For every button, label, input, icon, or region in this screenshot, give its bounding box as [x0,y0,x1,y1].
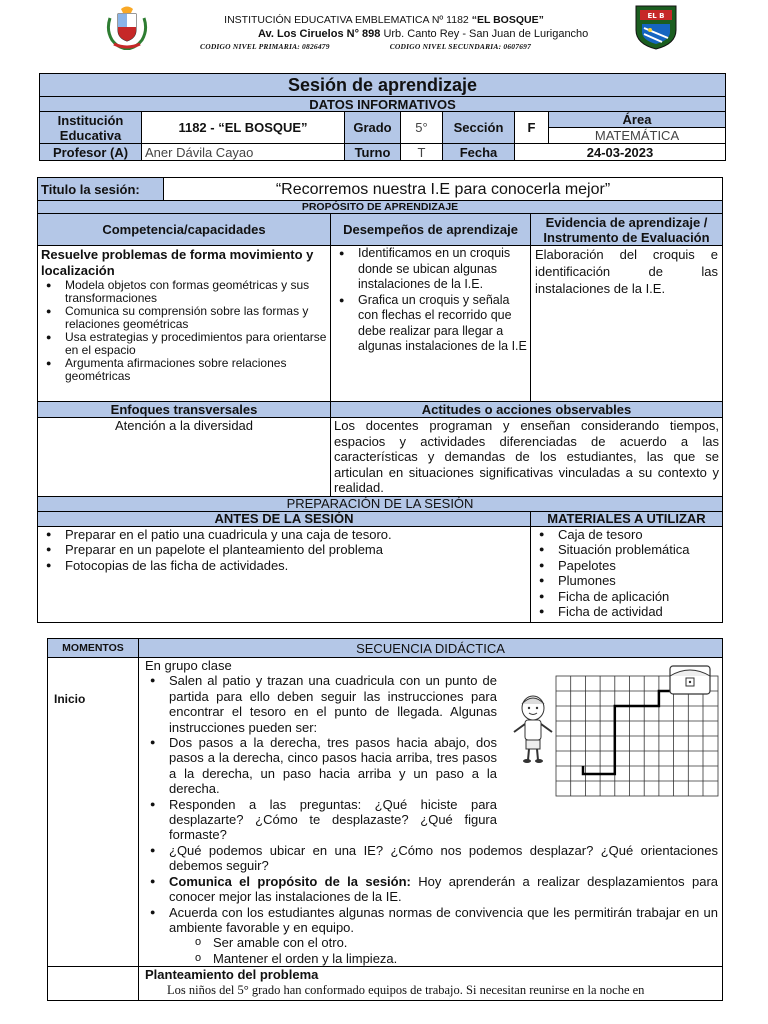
institucion-label: Institución Educativa [40,112,142,144]
empty-moment-cell [48,967,139,1001]
list-item: ● ¿Qué podemos ubicar en una IE? ¿Cómo nos podemos desplazar? ¿Qué orientaciones debemos seguir? [145,843,718,874]
profesor-value: Aner Dávila Cayao [142,144,345,161]
area-label: Área [549,112,726,128]
desempenos-cell [331,246,531,402]
child-illustration [508,694,558,764]
list-item: ● Situación problemática [534,542,719,558]
list-item: ● Comunica su comprensión sobre las formas y relaciones geométricas [41,305,327,331]
materiales-cell [531,526,723,622]
turno-label: Turno [345,144,401,161]
capacidades-list [41,279,327,383]
materiales-list [534,527,719,620]
desempenos-list [334,246,527,355]
inicio-label: Inicio [48,658,139,967]
list-item: o Ser amable con el otro. [145,935,718,950]
turno-value: T [401,144,443,161]
list-item: ● Usa estrategias y procedimientos para orientarse en el espacio [41,331,327,357]
planteamiento-text: Los niños del 5° grado han conformado equipos de trabajo. Si necesitan reunirse en la noche en [167,983,645,998]
school-address: Av. Los Ciruelos N° 898 Urb. Canto Rey - San Juan de Lurigancho [258,28,589,40]
antes-list [41,527,527,574]
list-item: ● Comunica el propósito de la sesión: Hoy aprenderán a realizar desplazamientos para conocer mejor las instalaciones de la IE. [145,874,718,905]
desempenos-header: Desempeños de aprendizaje [331,214,531,246]
datos-informativos-table [39,73,726,161]
planteamiento-title: Planteamiento del problema [145,967,319,983]
list-item: ● Preparar en un papelote el planteamiento del problema [41,542,527,558]
momentos-header: MOMENTOS [48,639,139,658]
proposito-header: PROPÓSITO DE APRENDIZAJE [38,201,723,214]
peru-coat-of-arms-logo [104,4,150,50]
list-item: ● Grafica un croquis y señala con flechas el recorrido que debe realizar para llegar a algunas instalaciones de la I.E [334,293,527,355]
list-item: ● Identificamos en un croquis donde se ubican algunas instalaciones de la I.E. [334,246,527,293]
profesor-label: Profesor (A) [40,144,142,161]
list-item: ● Salen al patio y trazan una cuadricula con un punto de partida para ello deben seguir las instrucciones para encontrar el tesoro en el punto de llegada. Algunas instrucciones pueden ser: [145,673,497,735]
list-item: ● Caja de tesoro [534,527,719,543]
list-item: ● Ficha de actividad [534,604,719,620]
intro-text: En grupo clase [145,658,232,673]
list-item: o Mantener el orden y la limpieza. [145,951,718,966]
list-item: ● Preparar en el patio una cuadricula y una caja de tesoro. [41,527,527,543]
fecha-value: 24-03-2023 [515,144,726,161]
actitudes-header: Actitudes o acciones observables [331,402,723,418]
titulo-value: “Recorremos nuestra I.E para conocerla mejor” [164,178,723,201]
enfoque-value: Atención a la diversidad [38,418,331,497]
competencia-cell [38,246,331,402]
titulo-label: Titulo la sesión: [38,178,164,201]
seccion-label: Sección [443,112,515,144]
secuencia-header: SECUENCIA DIDÁCTICA [139,639,723,658]
grado-label: Grado [345,112,401,144]
preparacion-header: PREPARACIÓN DE LA SESIÓN [38,496,723,511]
evidencia-header: Evidencia de aprendizaje / Instrumento de Evaluación [531,214,723,246]
planteamiento-cell [139,967,723,1001]
list-item: ● Dos pasos a la derecha, tres pasos hacia abajo, dos pasos a la derecha, cinco pasos hacia arriba, tres pasos a la derecha, un paso hacia arriba y un paso a la derecha. [145,735,497,797]
enfoques-header: Enfoques transversales [38,402,331,418]
list-item: ● Ficha de aplicación [534,589,719,605]
list-item: ● Fotocopias de las ficha de actividades. [41,558,527,574]
treasure-grid-illustration [554,664,722,798]
list-item: ● Papelotes [534,558,719,574]
list-item: ● Plumones [534,573,719,589]
grado-value: 5° [401,112,443,144]
school-name: INSTITUCIÓN EDUCATIVA EMBLEMATICA Nº 1182 “EL BOSQUE” [224,14,544,26]
antes-header: ANTES DE LA SESIÓN [38,511,531,526]
list-item: ● Acuerda con los estudiantes algunas normas de convivencia que les permitirán trabajar en un ambiente favorable y en equipo. [145,905,718,936]
competencia-header: Competencia/capacidades [38,214,331,246]
datos-informativos-header: DATOS INFORMATIVOS [40,97,726,112]
fecha-label: Fecha [443,144,515,161]
svg-text:EL B: EL B [647,12,665,20]
institucion-value: 1182 - “EL BOSQUE” [142,112,345,144]
materiales-header: MATERIALES A UTILIZAR [531,511,723,526]
list-item: ● Responden a las preguntas: ¿Qué hiciste para desplazarte? ¿Cómo te desplazaste? ¿Qué figura formaste? [145,797,497,843]
school-emblem-logo [632,2,680,50]
area-value: MATEMÁTICA [549,128,726,144]
seccion-value: F [515,112,549,144]
proposito-table [37,177,723,623]
competencia-title: Resuelve problemas de forma movimiento y localización [41,247,314,278]
actitudes-value: Los docentes programan y enseñan considerando tiempos, espacios y actividades diferenciadas de acuerdo a las características y demandas de los estudiantes, las que se articulan en situaciones significativas vinculadas a su contexto y realidad. [331,418,723,497]
list-item: ● Modela objetos con formas geométricas y sus transformaciones [41,279,327,305]
session-title: Sesión de aprendizaje [40,74,726,97]
antes-cell [38,526,531,622]
evidencia-cell: Elaboración del croquis e identificación de las instalaciones de la I.E. [531,246,723,402]
school-codes: CODIGO NIVEL PRIMARIA: 0826479 CODIGO NIVEL SECUNDARIA: 0607697 [200,42,532,51]
list-item: ● Argumenta afirmaciones sobre relaciones geométricas [41,357,327,383]
